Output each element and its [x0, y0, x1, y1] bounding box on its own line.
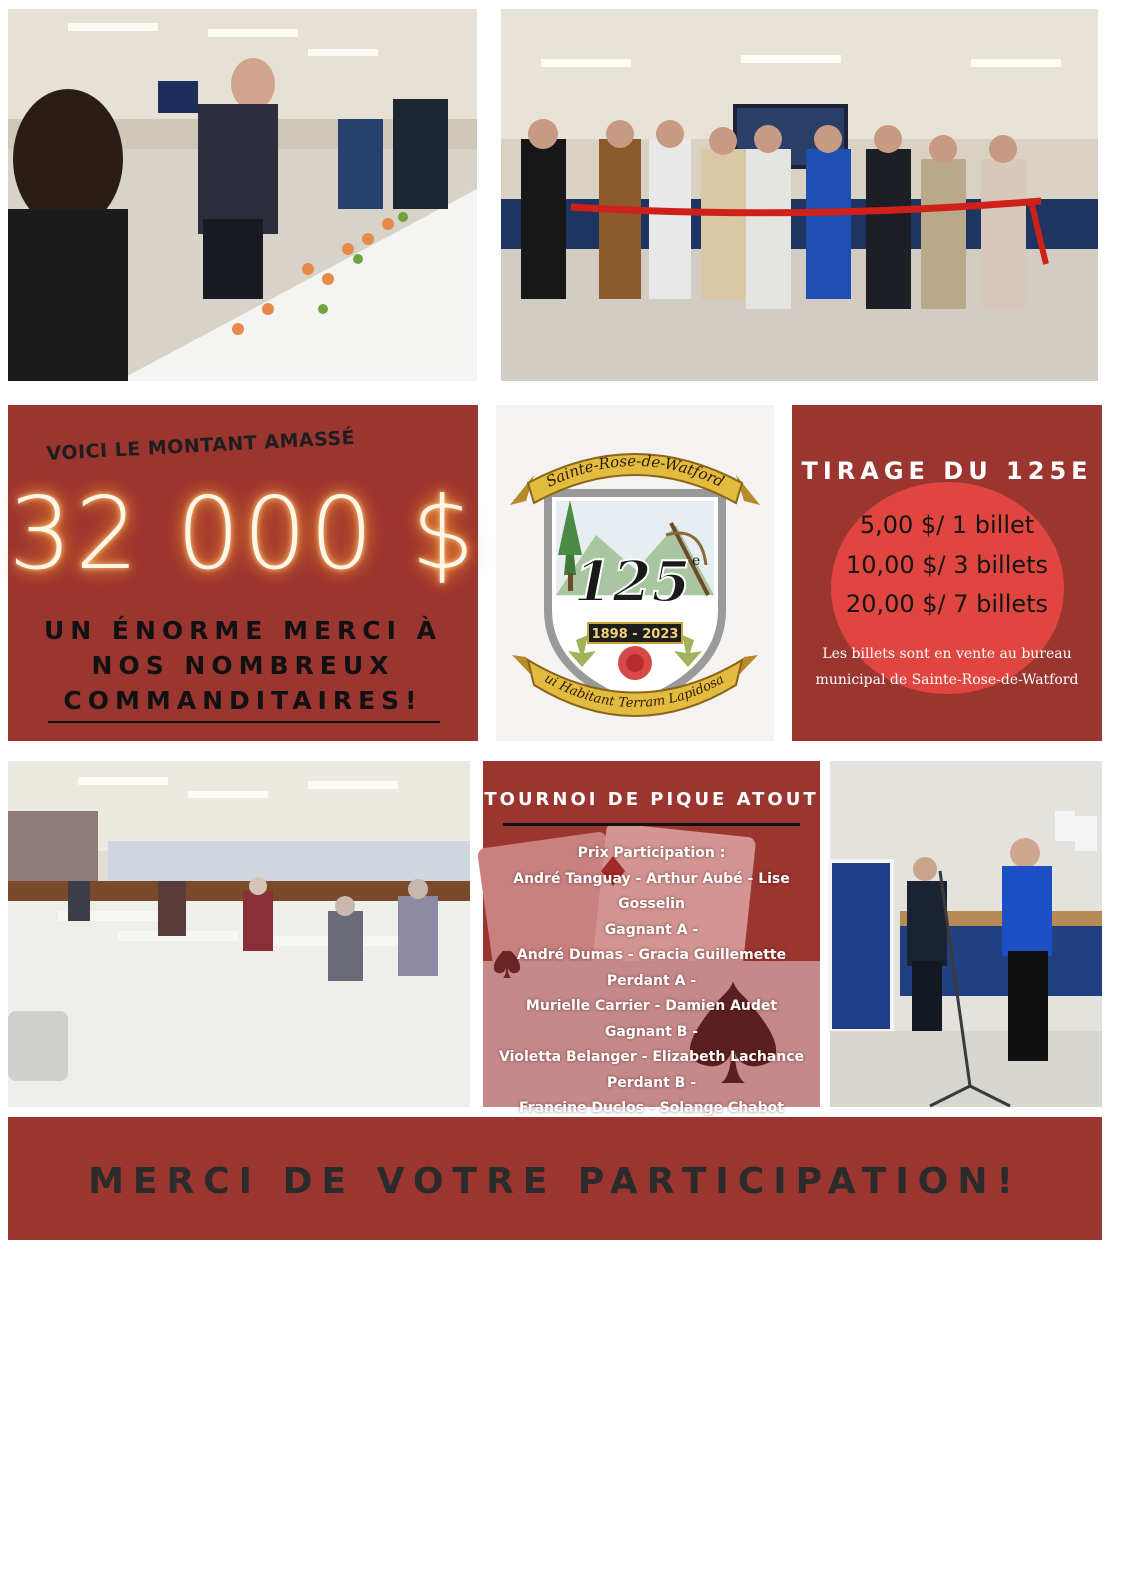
thanks-line-1: UN ÉNORME MERCI À	[44, 616, 442, 645]
amount-lead-text: VOICI LE MONTANT AMASSÉ	[46, 426, 356, 465]
winner-a-names: André Dumas - Gracia Guillemette	[516, 947, 787, 963]
loser-a-names: Murielle Carrier - Damien Audet	[525, 998, 778, 1014]
winner-b-heading: Gagnant B -	[604, 1023, 699, 1040]
thanks-line-2: NOS NOMBREUX	[91, 651, 395, 680]
tournament-results	[483, 841, 820, 1122]
speech-photo	[830, 761, 1102, 1107]
ribbon-cutting-photo	[501, 9, 1098, 381]
tournament-panel	[483, 761, 820, 1116]
raffle-panel	[792, 405, 1102, 741]
raffle-price-1: 5,00 $/ 1 billet	[859, 511, 1035, 539]
winner-a-heading: Gagnant A -	[604, 921, 699, 938]
raffle-note: Les billets sont en vente au bureau municipal de Sainte-Rose-de-Watford	[815, 646, 1079, 688]
loser-b-heading: Perdant B -	[606, 1074, 697, 1091]
raffle-title: TIRAGE DU 125E	[801, 457, 1093, 485]
amount-raised-panel	[8, 405, 478, 741]
crest-years: 1898 - 2023	[591, 627, 679, 642]
buffet-photo	[8, 9, 477, 381]
prize-heading: Prix Participation :	[577, 845, 726, 861]
sponsor-thanks	[28, 613, 458, 718]
winner-b-names: Violetta Belanger - Elizabeth Lachance	[498, 1049, 804, 1065]
divider	[48, 721, 440, 723]
crest-panel	[496, 405, 774, 741]
prize-names: André Tanguay - Arthur Aubé - Lise Gosselin	[513, 870, 790, 912]
crest-number: 125	[573, 549, 691, 615]
tournament-title: TOURNOI DE PIQUE ATOUT	[484, 789, 819, 810]
raffle-price-2: 10,00 $/ 3 billets	[845, 551, 1049, 579]
crest-motto: ui Habitant Terram Lapidosa	[541, 671, 727, 712]
thanks-line-3: COMMANDITAIRES!	[63, 686, 423, 715]
footer-message: MERCI DE VOTRE PARTICIPATION!	[88, 1161, 1022, 1202]
tournament-divider	[503, 823, 800, 826]
municipal-crest-logo	[496, 405, 774, 741]
raffle-price-3: 20,00 $/ 7 billets	[845, 590, 1049, 618]
crest-ribbon-top: Sainte-Rose-de-Watford	[543, 451, 727, 491]
loser-a-heading: Perdant A -	[606, 972, 697, 989]
amount-value: 32 000 $	[8, 475, 478, 592]
card-tournament-photo	[8, 761, 470, 1107]
footer-banner	[8, 1117, 1102, 1240]
crest-superscript: e	[692, 553, 701, 569]
loser-b-names: Francine Duclos - Solange Chabot	[519, 1100, 784, 1116]
